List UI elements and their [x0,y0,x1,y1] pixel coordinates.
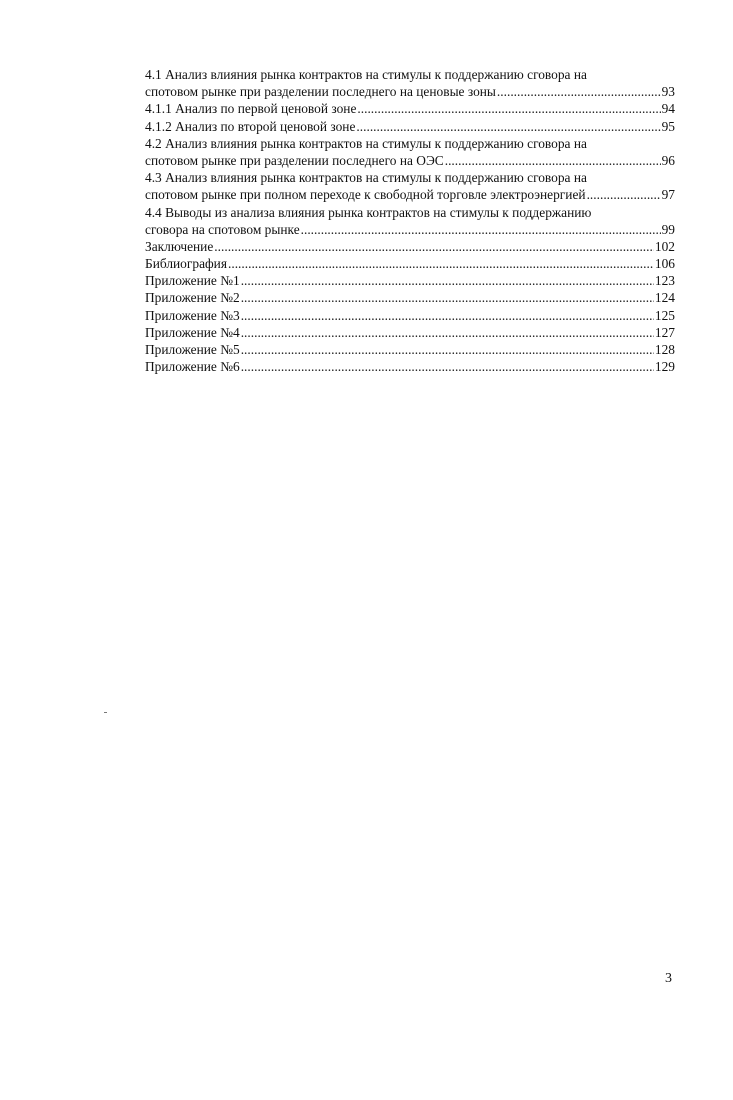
toc-entry-final-line [145,152,675,169]
toc-entry-title-line [145,135,675,152]
toc-dot-leader [241,272,654,289]
page-number: 3 [665,971,672,986]
toc-entry-title-text: 4.1 Анализ влияния рынка контрактов на стимулы к поддержанию сговора на [145,67,587,82]
toc-entry-final-line [145,238,675,255]
toc-page-number: 96 [661,152,675,168]
toc-entry-final-line [145,307,675,324]
toc-entry-title-text: спотовом рынке при разделении последнего на ценовые зоны [145,84,496,100]
toc-entry [145,307,675,324]
toc-entry [145,324,675,341]
toc-entry-final-line [145,221,675,238]
toc-dot-leader [356,118,660,135]
toc-entry-title-text: Приложение №5 [145,342,240,357]
toc-entry [145,135,675,169]
toc-entry-final-line [145,255,675,272]
toc-dot-leader [228,255,654,272]
toc-entry [145,341,675,358]
toc-entry [145,118,675,135]
toc-dot-leader [241,358,654,375]
toc-dot-leader [357,100,660,117]
toc-entry-final-line [145,272,675,289]
toc-entry-title-text: спотовом рынке при полном переходе к свободной торговле электроэнергией [145,187,586,203]
toc-entry-final-line [145,289,675,306]
toc-dot-leader [241,289,654,306]
toc-entry-title-text: 4.4 Выводы из анализа влияния рынка контрактов на стимулы к поддержанию [145,204,592,220]
toc-entry [145,204,675,238]
toc-dot-leader [241,341,654,358]
toc-entry-title-text: Приложение №6 [145,359,240,375]
toc-dot-leader [587,186,661,203]
toc-page-number: 123 [654,273,675,289]
toc-entry [145,255,675,272]
toc-entry [145,169,675,203]
toc-entry [145,289,675,306]
toc-entry [145,358,675,375]
toc-entry-title-text: спотовом рынке при разделении последнего на ОЭС [145,152,444,168]
toc-dot-leader [214,238,654,255]
toc-entry-title-text: 4.1.2 Анализ по второй ценовой зоне [145,118,356,134]
toc-entry-title-line [145,169,675,186]
scan-speck [104,712,107,713]
toc-entry [145,66,675,100]
toc-entry-final-line [145,341,675,358]
toc-entry-title-text: Заключение [145,238,214,254]
toc-entry [145,238,675,255]
toc-entry-title-text: 4.3 Анализ влияния рынка контрактов на стимулы к поддержанию сговора на [145,170,587,186]
toc-entry-title-line [145,66,675,83]
toc-page-number: 97 [661,187,675,203]
toc-entry-title-text: 4.2 Анализ влияния рынка контрактов на стимулы к поддержанию сговора на [145,135,587,151]
table-of-contents [145,66,675,375]
toc-page-number: 106 [654,256,675,272]
toc-page-number: 94 [661,101,675,117]
toc-page-number: 128 [654,342,675,357]
toc-entry-title-text: Приложение №1 [145,273,240,289]
toc-entry-title-text: Приложение №4 [145,324,240,340]
toc-page-number: 129 [654,359,675,375]
toc-page-number: 125 [654,307,675,323]
toc-entry-final-line [145,358,675,375]
toc-entry-final-line [145,324,675,341]
toc-entry-title-text: сговора на спотовом рынке [145,221,300,237]
toc-entry-title-text: Приложение №3 [145,307,240,323]
toc-entry-title-text: Библиография [145,256,228,272]
toc-entry-title-text: Приложение №2 [145,290,240,306]
toc-page-number: 127 [654,324,675,340]
toc-dot-leader [445,152,661,169]
toc-entry-final-line [145,83,675,100]
toc-page-number: 124 [654,290,675,306]
toc-dot-leader [241,324,654,341]
toc-page-number: 93 [661,84,675,100]
toc-entry-final-line [145,186,675,203]
toc-entry [145,272,675,289]
toc-entry-final-line [145,100,675,117]
toc-page-number: 95 [661,118,675,134]
toc-dot-leader [497,83,661,100]
toc-entry-title-line [145,204,675,221]
toc-entry-title-text: 4.1.1 Анализ по первой ценовой зоне [145,101,357,117]
toc-dot-leader [301,221,661,238]
toc-dot-leader [241,307,654,324]
toc-page-number: 99 [661,221,675,237]
toc-page-number: 102 [654,238,675,254]
toc-entry-final-line [145,118,675,135]
toc-entry [145,100,675,117]
